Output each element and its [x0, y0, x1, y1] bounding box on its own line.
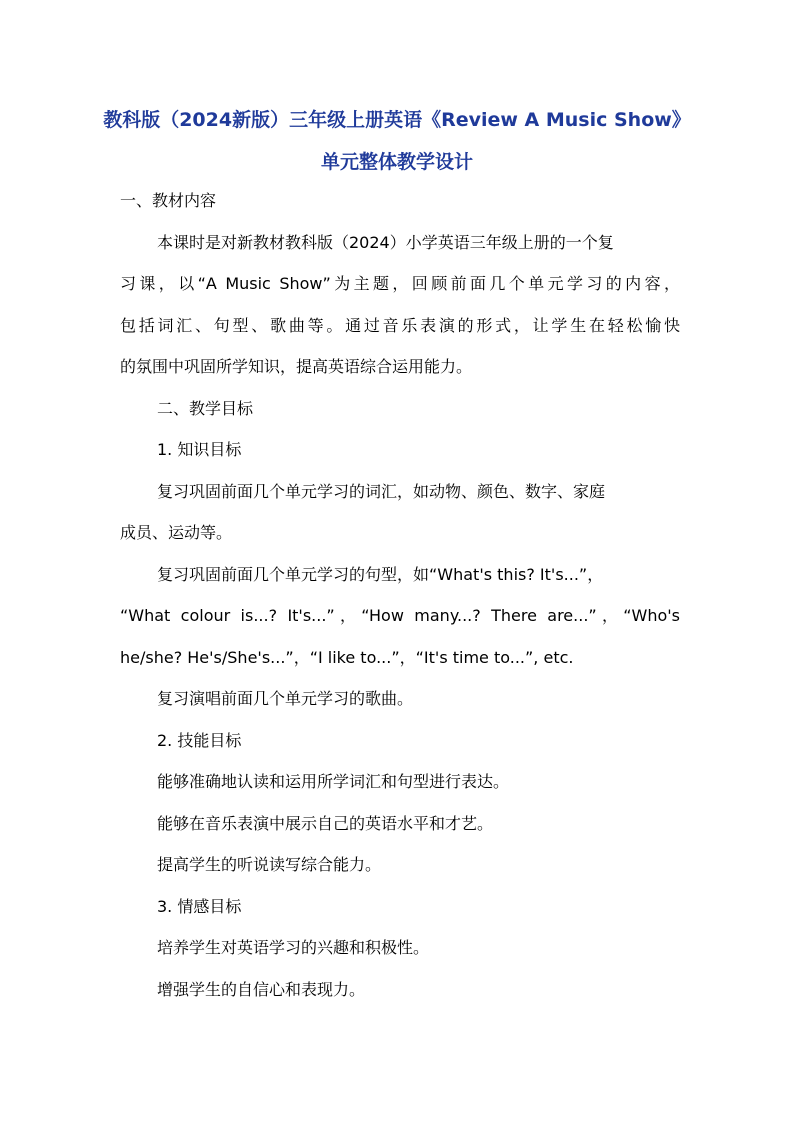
- goal1-heading: 1. 知识目标: [157, 440, 242, 459]
- section1-heading: 一、教材内容: [120, 191, 217, 210]
- para1-line2: 习课，以“A Music Show”为主题，回顾前面几个单元学习的内容，: [120, 274, 680, 293]
- goal1-para2-line3: he/she? He's/She's...”，“I like to...”，“It's time to...”, etc.: [120, 648, 574, 667]
- goal3-heading: 3. 情感目标: [157, 897, 242, 916]
- document-title-line2: 单元整体教学设计: [320, 151, 473, 173]
- section2-heading: 二、教学目标: [157, 399, 254, 418]
- para1-line1: 本课时是对新教材教科版（2024）小学英语三年级上册的一个复: [157, 233, 614, 252]
- goal1-para2-line2: “What colour is...? It's...”，“How many...? There are...”，“Who's: [120, 606, 680, 625]
- goal2-item: 能够在音乐表演中展示自己的英语水平和才艺。: [157, 814, 494, 833]
- goal1-para3: 复习演唱前面几个单元学习的歌曲。: [157, 689, 414, 708]
- para1-line4: 的氛围中巩固所学知识，提高英语综合运用能力。: [120, 357, 473, 376]
- goal2-item: 能够准确地认读和运用所学词汇和句型进行表达。: [157, 772, 510, 791]
- goal1-para1-line2: 成员、运动等。: [120, 523, 233, 542]
- goal2-item: 提高学生的听说读写综合能力。: [157, 855, 382, 874]
- para1-line3: 包括词汇、句型、歌曲等。通过音乐表演的形式，让学生在轻松愉快: [120, 316, 680, 335]
- goal1-para2-line1: 复习巩固前面几个单元学习的句型，如“What's this? It's...”，: [157, 565, 604, 584]
- goal2-heading: 2. 技能目标: [157, 731, 242, 750]
- goal1-para1-line1: 复习巩固前面几个单元学习的词汇，如动物、颜色、数字、家庭: [157, 482, 606, 501]
- goal3-item: 培养学生对英语学习的兴趣和积极性。: [157, 938, 430, 957]
- goal3-item: 增强学生的自信心和表现力。: [157, 980, 366, 999]
- document-title-line1: 教科版（2024新版）三年级上册英语《Review A Music Show》: [103, 109, 691, 131]
